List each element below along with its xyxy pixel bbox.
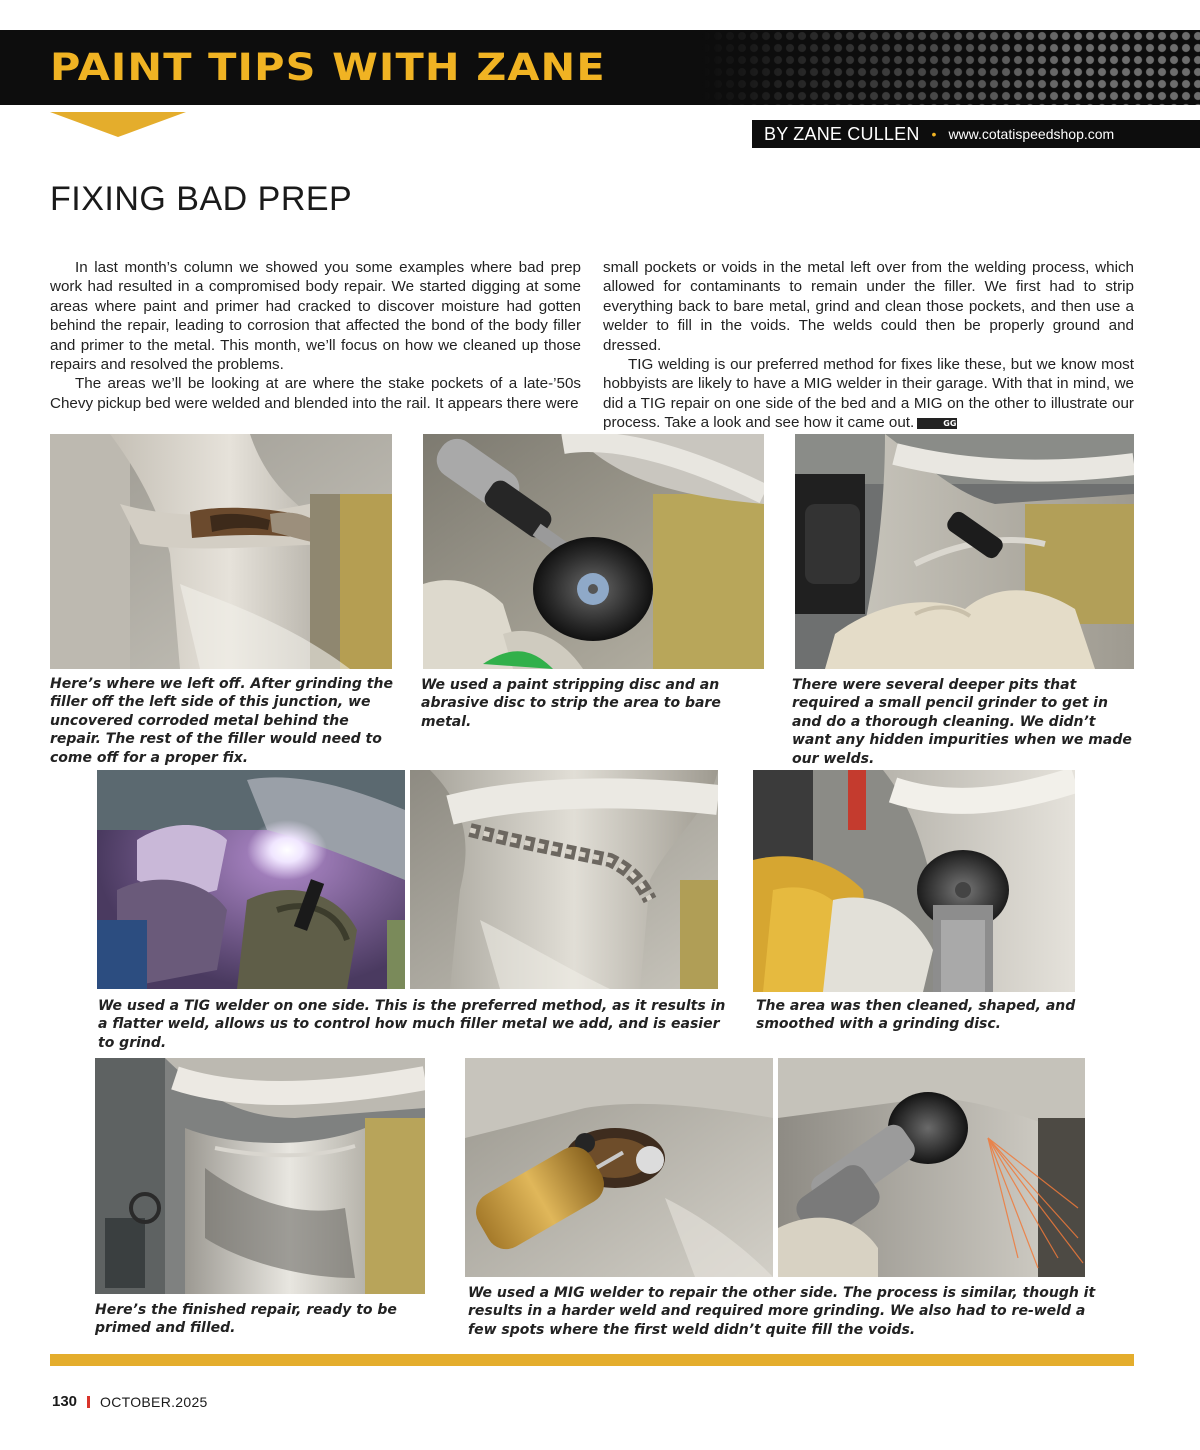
- section-header-bar: [0, 30, 1200, 105]
- page-folio: [52, 1393, 208, 1410]
- body-paragraph: [603, 355, 1134, 433]
- halftone-pattern: [700, 30, 1200, 105]
- photo-grinding-disc: [753, 770, 1075, 992]
- article-title: FIXING BAD PREP: [50, 180, 353, 218]
- body-paragraph: The areas we’ll be looking at are where the stake pockets of a late-’50s Chevy pickup bed were welded and blended into the rail. It appears there were: [50, 375, 581, 412]
- caption-4: We used a TIG welder on one side. This is the preferred method, as it results in a flatter weld, allows us to control how much filler metal we add, and is easier to grind.: [98, 998, 726, 1051]
- chevron-down-icon: [50, 112, 186, 137]
- body-paragraph: small pockets or voids in the metal left over from the welding process, which allowed for contaminants to remain under the filler. We first had to strip everything back to bare metal, grind and clean those pockets, and then use a welder to fill in the voids. The welds could then be properly ground and dressed.: [603, 259, 1134, 354]
- paragraph-text: TIG welding is our preferred method for fixes like these, but we know most hobbyists are likely to have a MIG welder in their garage. With that in mind, we did a TIG repair on one side of the bed and a MIG on the other to illustrate our process. Take a look and see how it came out.: [603, 356, 1134, 432]
- caption-5: The area was then cleaned, shaped, and smoothed with a grinding disc.: [756, 998, 1076, 1033]
- caption-1: Here’s where we left off. After grinding the filler off the left side of this junction, we uncovered corroded metal behind the repair. The rest of the filler would need to come off for a proper fix.: [50, 676, 393, 766]
- footer-rule: [50, 1354, 1134, 1366]
- caption-7: We used a MIG welder to repair the other side. The process is similar, though it results in a harder weld and required more grinding. We also had to re-weld a few spots where the first weld didn’t quite fill the voids.: [468, 1285, 1096, 1338]
- photo-stripping-disc: [423, 434, 764, 669]
- end-of-story-icon: GG: [917, 418, 957, 429]
- photo-corroded-junction: [50, 434, 392, 669]
- folio-separator: [87, 1396, 90, 1408]
- photo-tig-weld-bead: [410, 770, 718, 989]
- section-title: PAINT TIPS WITH ZANE: [50, 46, 606, 89]
- caption-3: There were several deeper pits that required a small pencil grinder to get in and do a thorough cleaning. We didn’t want any hidden impurities when we made our welds.: [792, 677, 1132, 767]
- issue-date: OCTOBER.2025: [100, 1393, 208, 1410]
- byline-bar: [752, 120, 1200, 148]
- body-column-left: [50, 258, 581, 413]
- website-link[interactable]: www.cotatispeedshop.com: [948, 126, 1115, 142]
- photo-mig-grinding: [778, 1058, 1085, 1277]
- body-paragraph: In last month’s column we showed you some examples where bad prep work had resulted in a compromised body repair. We started digging at some areas where paint and primer had cracked to discover moisture had gotten behind the repair, leading to corrosion that affected the bond of the body filler and primer to the metal. This month, we’ll focus on how we cleaned up those repairs and resolved the problems.: [50, 259, 581, 374]
- body-column-right: [603, 258, 1134, 433]
- photo-finished-repair: [95, 1058, 425, 1294]
- bullet-separator: •: [931, 126, 937, 142]
- author-name: BY ZANE CULLEN: [764, 123, 920, 144]
- photo-tig-welding: [97, 770, 405, 989]
- caption-2: We used a paint stripping disc and an abrasive disc to strip the area to bare metal.: [421, 677, 721, 730]
- photo-mig-welding: [465, 1058, 773, 1277]
- photo-pencil-grinder: [795, 434, 1134, 669]
- caption-6: Here’s the finished repair, ready to be primed and filled.: [95, 1302, 397, 1337]
- page-number: 130: [52, 1393, 78, 1410]
